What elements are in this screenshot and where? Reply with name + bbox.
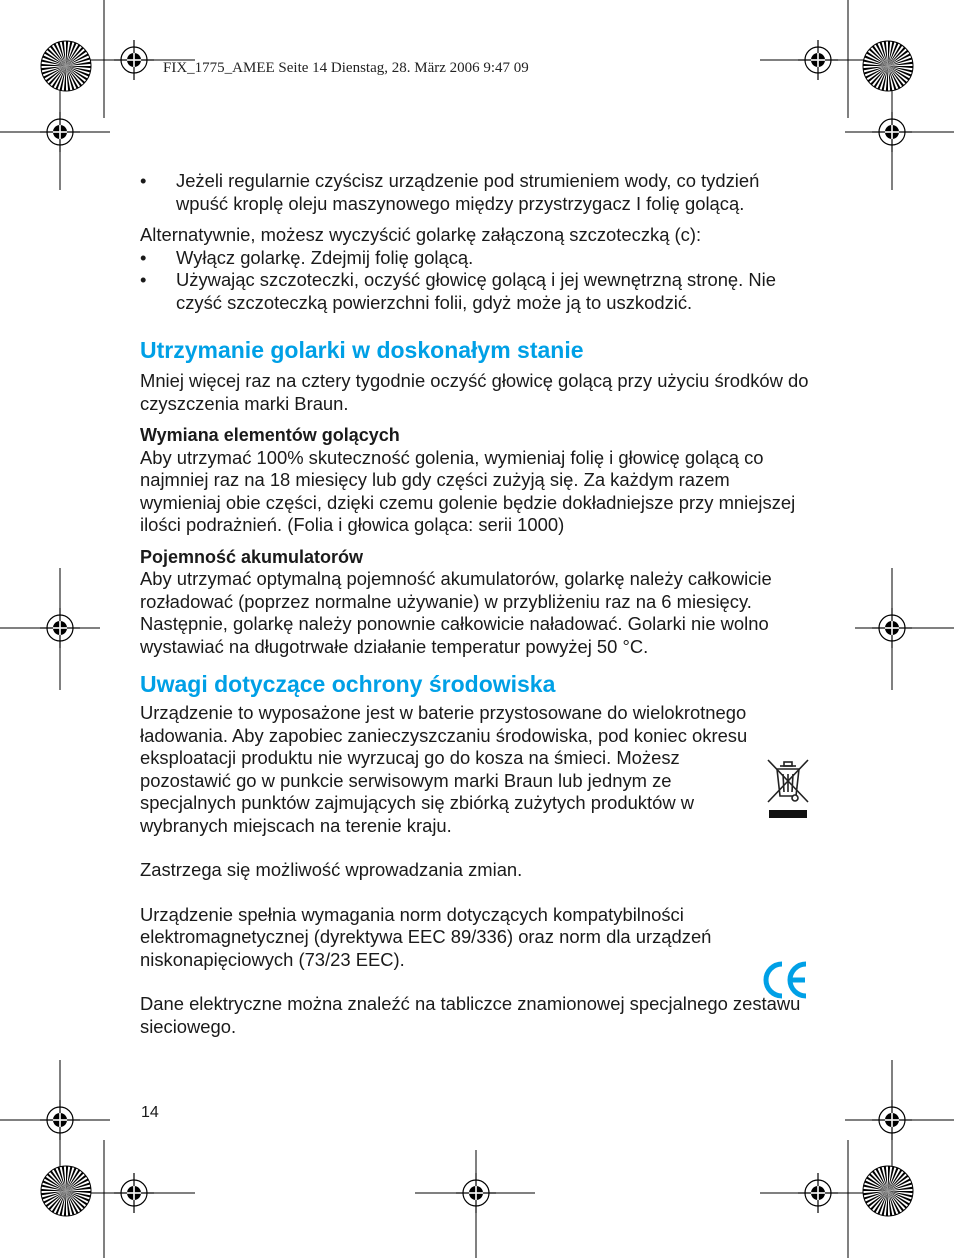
paragraph: Alternatywnie, możesz wyczyścić golarkę załączoną szczoteczką (c):: [140, 224, 702, 245]
registration-mark-icon: [456, 1173, 496, 1213]
subheading: Pojemność akumulatorów: [140, 546, 364, 567]
paragraph: Urządzenie spełnia wymagania norm dotyczących kompatybilności elektromagnetycznej (dyrektywa EEC 89/336) oraz norm dla urządzeń niskonapięciowych (73/23 EEC).: [140, 903, 712, 970]
ce-mark-icon: [761, 958, 809, 1002]
registration-mark-icon: [798, 1173, 838, 1213]
registration-mark-icon: [872, 112, 912, 152]
paragraph: Aby utrzymać 100% skuteczność golenia, wymieniaj folię i głowicę golącą co najmniej raz na 18 miesięcy lub gdy części zużyją się. Za każdym razem wymieniaj obie części, dzięki czemu golenie będzie dokładniejsze przy mniejszej ilości podrażnień. (Folia i głowica goląca: serii 1000): [140, 446, 796, 535]
registration-mark-icon: [40, 1100, 80, 1140]
registration-mark-icon: [872, 608, 912, 648]
starburst-mark-icon: [863, 1166, 913, 1216]
section-heading: Uwagi dotyczące ochrony środowiska: [140, 671, 556, 697]
starburst-mark-icon: [863, 41, 913, 91]
paragraph: Aby utrzymać optymalną pojemność akumulatorów, golarkę należy całkowicie rozładować (poprzez normalne używanie) w przybliżeniu raz na 6 miesięcy. Następnie, golarkę należy ponownie całkowicie naładować. Golarki nie wolno wystawiać na długotrwałe działanie temperatur powyżej 50 °C.: [140, 568, 772, 657]
paragraph: Zastrzega się możliwość wprowadzania zmian.: [140, 859, 523, 880]
starburst-mark-icon: [41, 1166, 91, 1216]
page-number: 14: [141, 1104, 159, 1121]
registration-mark-icon: [40, 608, 80, 648]
registration-mark-icon: [872, 1100, 912, 1140]
paragraph: Mniej więcej raz na cztery tygodnie oczyść głowicę golącą przy użyciu środków do czyszczenia marki Braun.: [140, 370, 809, 414]
weee-crossed-bin-icon: [766, 758, 810, 820]
print-info-header: FIX_1775_AMEE Seite 14 Dienstag, 28. März 2006 9:47 09: [163, 60, 529, 76]
list-item: • Używając szczoteczki, oczyść głowicę golącą i jej wewnętrzną stronę. Nie czyść szczoteczką powierzchni folii, gdyż może ją to uszkodzić.: [140, 269, 812, 314]
registration-mark-icon: [40, 112, 80, 152]
main-content: [140, 170, 812, 1038]
starburst-mark-icon: [41, 41, 91, 91]
registration-mark-icon: [114, 40, 154, 80]
registration-mark-icon: [114, 1173, 154, 1213]
registration-mark-icon: [798, 40, 838, 80]
subheading: Wymiana elementów golących: [140, 425, 400, 445]
paragraph: Dane elektryczne można znaleźć na tabliczce znamionowej specjalnego zestawu sieciowego.: [140, 993, 801, 1037]
paragraph: Urządzenie to wyposażone jest w baterie przystosowane do wielokrotnego ładowania. Aby zapobiec zanieczyszczaniu środowiska, pod koniec okresu eksploatacji produktu nie wyrzucaj go do kosza na śmieci. Możesz pozostawić go w punkcie serwisowym marki Braun lub jednym ze specjalnych punktów zajmujących się zbiórką zużytych produktów w wybranych miejscach na terenie kraju.: [140, 702, 748, 836]
list-item: • Jeżeli regularnie czyścisz urządzenie pod strumieniem wody, co tydzień wpuść kroplę oleju maszynowego między przystrzygacz I folię golącą.: [140, 170, 812, 215]
section-heading: Utrzymanie golarki w doskonałym stanie: [140, 337, 584, 363]
list-item: • Wyłącz golarkę. Zdejmij folię golącą.: [140, 247, 812, 270]
